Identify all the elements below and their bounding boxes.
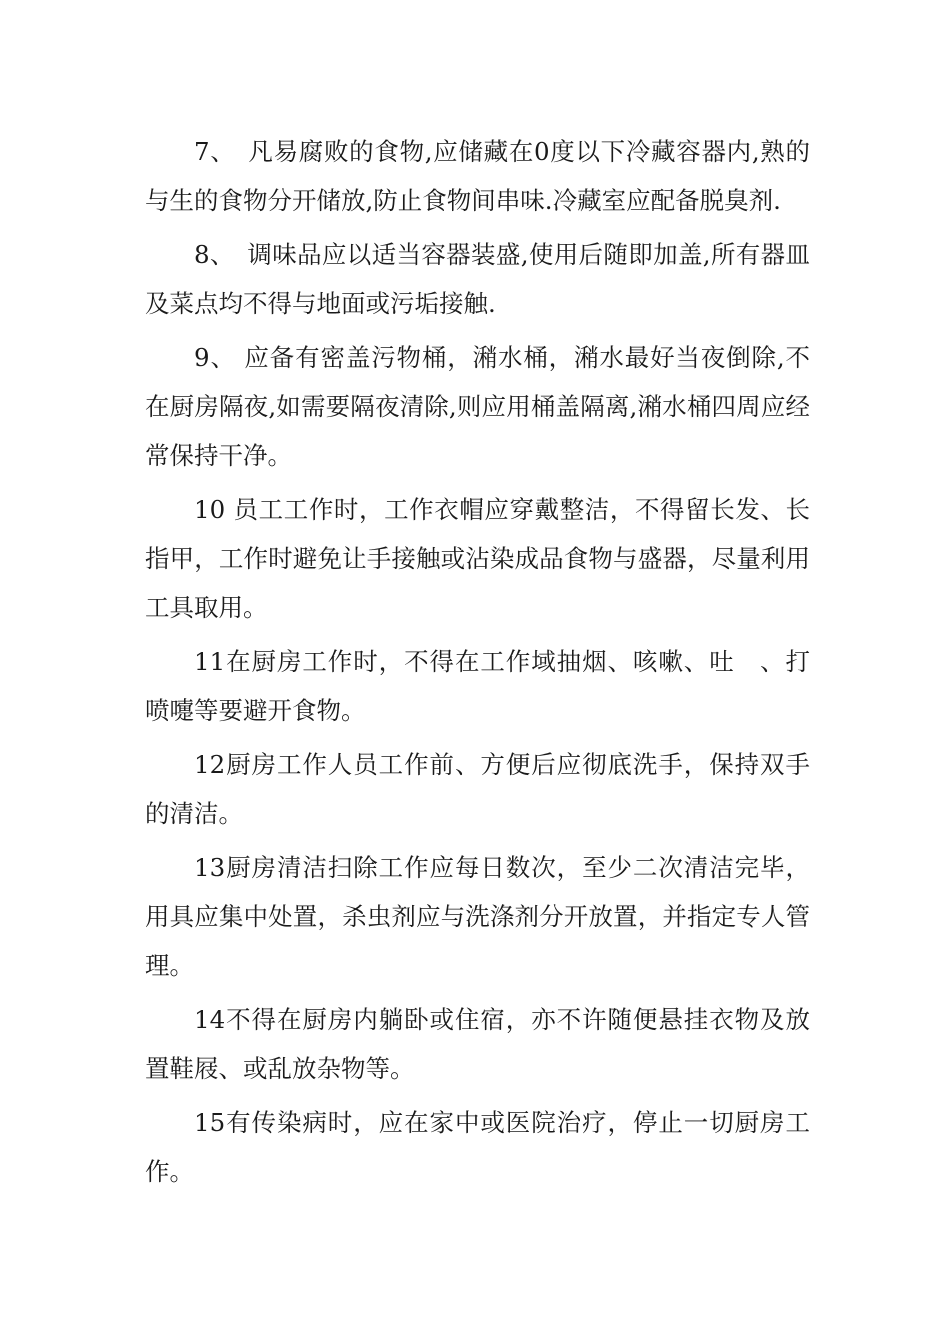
paragraph-item-9: 9、 应备有密盖污物桶，潲水桶，潲水最好当夜倒除,不在厨房隔夜,如需要隔夜清除,则应用桶盖隔离,潲水桶四周应经常保持干净。: [145, 343, 810, 470]
paragraph-item-12: 12厨房工作人员工作前、方便后应彻底洗手，保持双手的清洁。: [145, 750, 810, 828]
paragraph-item-7: 7、 凡易腐败的食物,应储藏在0度以下冷藏容器内,熟的与生的食物分开储放,防止食物间串味.冷藏室应配备脱臭剂.: [145, 137, 810, 215]
paragraph-item-11: 11在厨房工作时，不得在工作域抽烟、咳嗽、吐 、打喷嚏等要避开食物。: [145, 647, 810, 725]
paragraph-item-8: 8、 调味品应以适当容器装盛,使用后随即加盖,所有器皿及菜点均不得与地面或污垢接触.: [145, 240, 810, 318]
paragraph-item-15: 15有传染病时，应在家中或医院治疗，停止一切厨房工作。: [145, 1108, 810, 1186]
paragraph-item-13: 13厨房清洁扫除工作应每日数次，至少二次清洁完毕，用具应集中处置，杀虫剂应与洗涤剂分开放置，并指定专人管理。: [145, 853, 810, 980]
paragraph-item-14: 14不得在厨房内躺卧或住宿，亦不许随便悬挂衣物及放置鞋屐、或乱放杂物等。: [145, 1005, 810, 1083]
document-body: [145, 127, 810, 1201]
paragraph-item-10: 10 员工工作时，工作衣帽应穿戴整洁，不得留长发、长指甲，工作时避免让手接触或沾染成品食物与盛器，尽量利用工具取用。: [145, 495, 810, 622]
